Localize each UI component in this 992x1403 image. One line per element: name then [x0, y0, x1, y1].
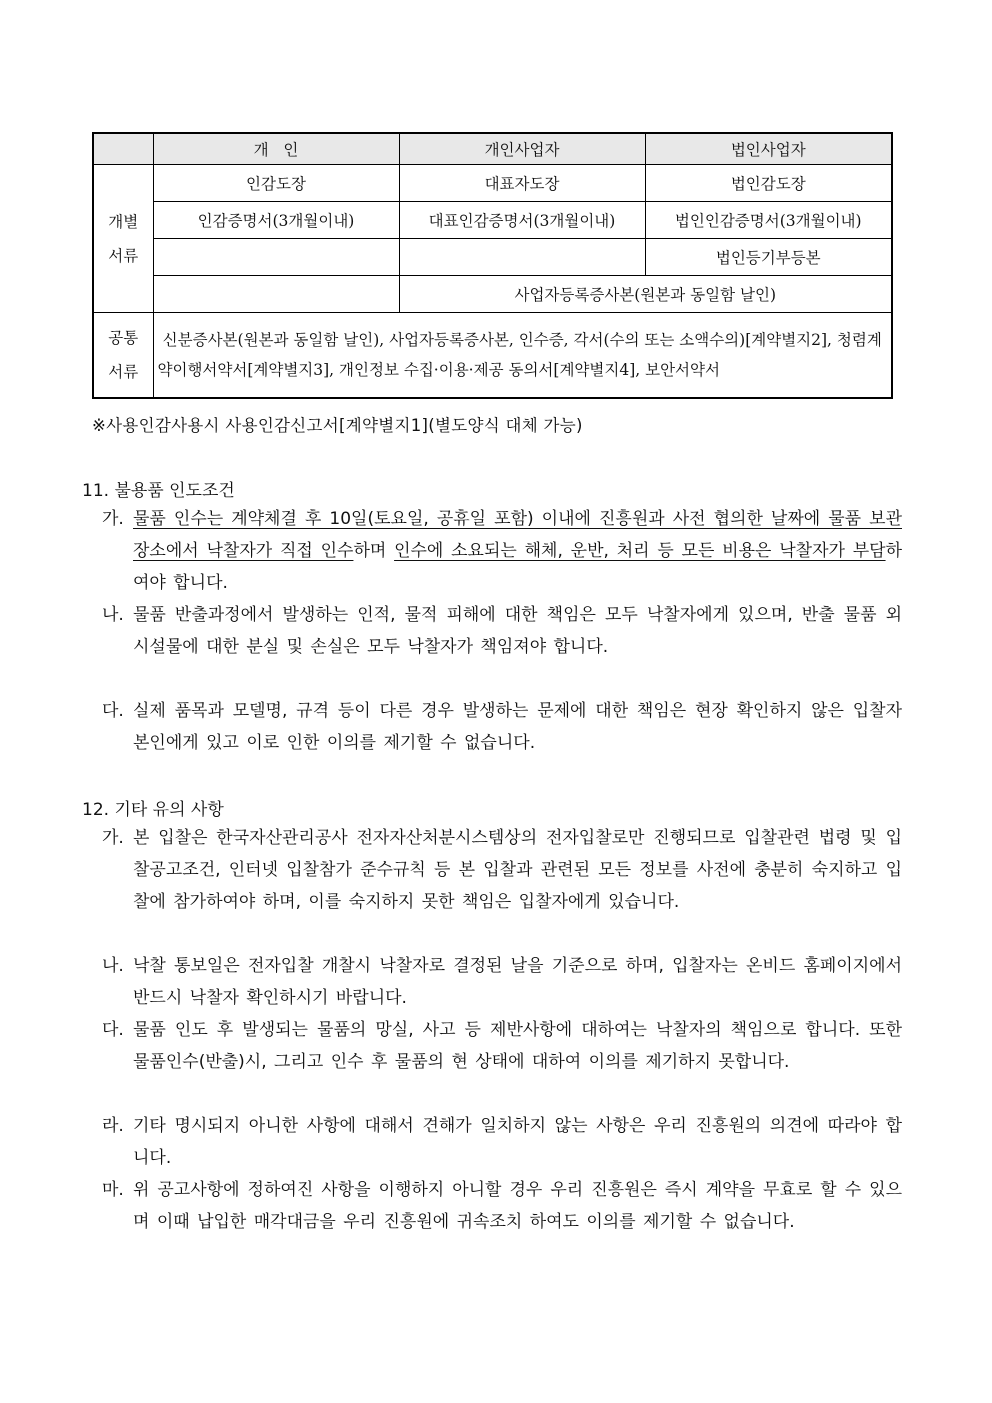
list-item [102, 950, 902, 1014]
item-marker: 다. [102, 1020, 124, 1040]
table-row [93, 202, 892, 239]
underlined-text: 인수에 소요되는 해체, 운반, 처리 등 모든 비용은 낙찰자가 부담 [394, 541, 886, 561]
item-text-part: 하여야 합니다. [133, 541, 902, 593]
table-cell: 법인인감증명서(3개월이내) [645, 202, 892, 239]
table-header-row [93, 133, 892, 165]
item-text: 본 입찰은 한국자산관리공사 전자자산처분시스템상의 전자입찰로만 진행되므로 입찰관련 법령 및 입찰공고조건, 인터넷 입찰참가 준수규칙 등 본 입찰과 관련된 모든 정보를 사전에 충분히 숙지하고 입찰에 참가하여야 하며, 이를 숙지하지 못한 책임은 입찰자에게 있습니다. [133, 828, 902, 912]
seal-note: ※사용인감사용시 사용인감신고서[계약별지1](별도양식 대체 가능) [92, 416, 583, 435]
header-cell: 개인사업자 [399, 133, 645, 165]
list-item [102, 695, 902, 759]
item-text: 위 공고사항에 정하여진 사항을 이행하지 아니할 경우 우리 진흥원은 즉시 계약을 무효로 할 수 있으며 이때 납입한 매각대금을 우리 진흥원에 귀속조치 하여도 이의를 제기할 수 없습니다. [133, 1180, 902, 1232]
list-item [102, 1110, 902, 1174]
item-text: 물품 인도 후 발생되는 물품의 망실, 사고 등 제반사항에 대하여는 낙찰자의 책임으로 합니다. 또한 물품인수(반출)시, 그리고 인수 후 물품의 현 상태에 대하여 이의를 제기하지 못합니다. [133, 1020, 902, 1072]
table-row [93, 239, 892, 276]
item-text: 실제 품목과 모델명, 규격 등이 다른 경우 발생하는 문제에 대한 책임은 현장 확인하지 않은 입찰자 본인에게 있고 이로 인한 이의를 제기할 수 없습니다. [133, 701, 902, 753]
item-marker: 가. [102, 828, 124, 848]
list-item [102, 503, 902, 599]
table-row [93, 165, 892, 202]
item-marker: 마. [102, 1180, 124, 1200]
item-marker: 나. [102, 605, 124, 625]
common-docs-cell: 신분증사본(원본과 동일함 날인), 사업자등록증사본, 인수증, 각서(수의 또는 소액수의)[계약별지2], 청렴계약이행서약서[계약별지3], 개인정보 수집·이용·제공 동의서[계약별지4], 보안서약서 [153, 313, 892, 399]
table-row [93, 313, 892, 399]
item-marker: 가. [102, 509, 124, 529]
header-cell: 법인사업자 [645, 133, 892, 165]
underlined-text: 물품 인수는 계약체결 후 10일(토요일, 공휴일 포함) 이내에 진흥원과 사전 협의한 날짜에 물품 보관 장소에서 낙찰자가 직접 인수 [133, 509, 902, 561]
common-docs-label [93, 313, 153, 399]
table-cell: 대표인감증명서(3개월이내) [399, 202, 645, 239]
document-requirements-table [92, 132, 893, 399]
common-docs-label-text: 공통 서류 [108, 329, 139, 381]
list-item [102, 599, 902, 663]
section-12-title: 12. 기타 유의 사항 [82, 800, 224, 820]
item-text: 물품 반출과정에서 발생하는 인적, 물적 피해에 대한 책임은 모두 낙찰자에게 있으며, 반출 물품 외 시설물에 대한 분실 및 손실은 모두 낙찰자가 책임져야 합니다. [133, 605, 902, 657]
section-11-title: 11. 불용품 인도조건 [82, 481, 235, 501]
list-item [102, 1174, 902, 1238]
table-cell: 법인감도장 [645, 165, 892, 202]
individual-docs-label [93, 165, 153, 313]
table-cell [153, 276, 399, 313]
table-row [93, 276, 892, 313]
table-cell: 대표자도장 [399, 165, 645, 202]
item-text [133, 503, 902, 599]
item-marker: 나. [102, 956, 124, 976]
item-text: 기타 명시되지 아니한 사항에 대해서 견해가 일치하지 않는 사항은 우리 진흥원의 의견에 따라야 합니다. [133, 1116, 902, 1168]
header-cell: 개 인 [153, 133, 399, 165]
table-cell [399, 239, 645, 276]
item-text: 낙찰 통보일은 전자입찰 개찰시 낙찰자로 결정된 날을 기준으로 하며, 입찰자는 온비드 홈페이지에서 반드시 낙찰자 확인하시기 바랍니다. [133, 956, 902, 1008]
list-item [102, 822, 902, 918]
item-marker: 다. [102, 701, 124, 721]
table-cell: 인감도장 [153, 165, 399, 202]
business-reg-cell: 사업자등록증사본(원본과 동일함 날인) [399, 276, 892, 313]
individual-docs-label-text: 개별 서류 [108, 212, 139, 265]
header-cell [93, 133, 153, 165]
item-text-part: 하며 [353, 541, 395, 561]
table-cell: 법인등기부등본 [645, 239, 892, 276]
item-marker: 라. [102, 1116, 124, 1136]
table-cell: 인감증명서(3개월이내) [153, 202, 399, 239]
table-cell [153, 239, 399, 276]
list-item [102, 1014, 902, 1078]
